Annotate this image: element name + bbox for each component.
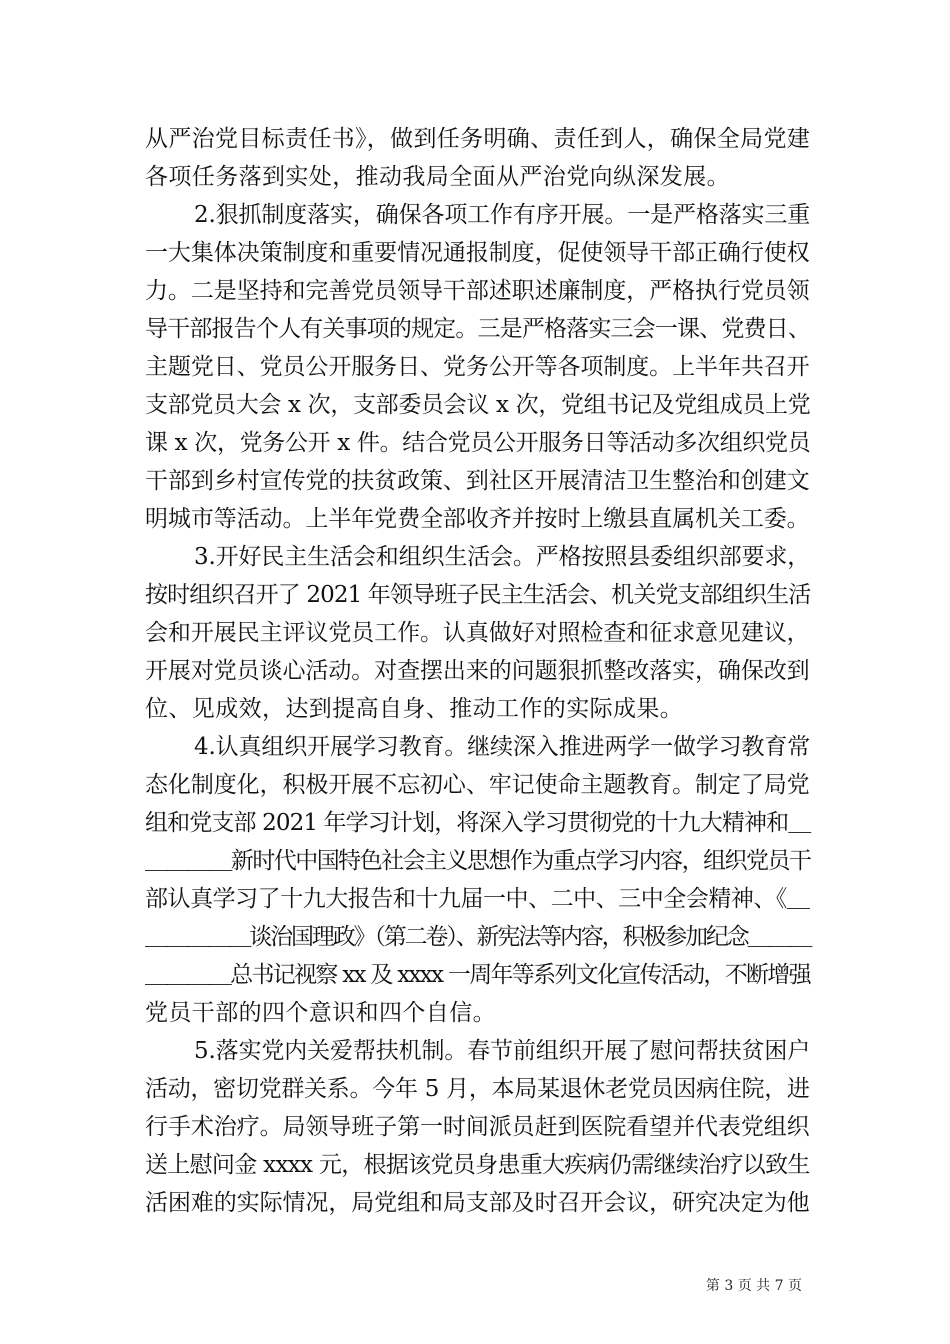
- body-line: 会和开展民主评议党员工作。认真做好对照检查和征求意见建议，: [145, 620, 810, 646]
- body-line: 行手术治疗。局领导班子第一时间派员赶到医院看望并代表党组织: [145, 1114, 810, 1140]
- paragraph-3-start: 3.开好民主生活会和组织生活会。严格按照县委组织部要求，: [194, 544, 811, 570]
- body-line: 各项任务落到实处，推动我局全面从严治党向纵深发展。: [145, 164, 730, 190]
- body-line: 部认真学习了十九大报告和十九届一中、二中、三中全会精神、《＿: [145, 886, 810, 912]
- body-line: 活困难的实际情况，局党组和局支部及时召开会议，研究决定为他: [145, 1190, 810, 1216]
- body-line: 干部到乡村宣传党的扶贫政策、到社区开展清洁卫生整治和创建文: [145, 468, 810, 494]
- body-line: 组和党支部 2021 年学习计划，将深入学习贯彻党的十九大精神和＿: [145, 810, 811, 836]
- body-line: 支部党员大会 x 次，支部委员会议 x 次，党组书记及党组成员上党: [145, 392, 811, 418]
- body-line: 开展对党员谈心活动。对查摆出来的问题狠抓整改落实，确保改到: [145, 658, 810, 684]
- body-line: 主题党日、党员公开服务日、党务公开等各项制度。上半年共召开: [145, 354, 810, 380]
- paragraph-5-start: 5.落实党内关爱帮扶机制。春节前组织开展了慰问帮扶贫困户: [194, 1038, 811, 1064]
- body-line: 从严治党目标责任书》，做到任务明确、责任到人，确保全局党建: [145, 126, 811, 152]
- body-line: 党员干部的四个意识和四个自信。: [145, 1000, 496, 1026]
- body-line: 导干部报告个人有关事项的规定。三是严格落实三会一课、党费日、: [145, 316, 811, 342]
- body-line: 按时组织召开了 2021 年领导班子民主生活会、机关党支部组织生活: [145, 582, 811, 608]
- body-line: ＿＿＿＿＿谈治国理政》（第二卷）、新宪法等内容，积极参加纪念＿＿＿: [145, 924, 811, 950]
- body-line: 态化制度化，积极开展不忘初心、牢记使命主题教育。制定了局党: [145, 772, 810, 798]
- page-number: 第 3 页 共 7 页: [705, 1278, 802, 1294]
- body-line: ＿＿＿＿新时代中国特色社会主义思想作为重点学习内容，组织党员干: [145, 848, 811, 874]
- paragraph-2-start: 2.狠抓制度落实，确保各项工作有序开展。一是严格落实三重: [194, 202, 811, 228]
- body-line: 一大集体决策制度和重要情况通报制度，促使领导干部正确行使权: [145, 240, 810, 266]
- body-line: 活动，密切党群关系。今年 5 月，本局某退休老党员因病住院，进: [145, 1076, 810, 1102]
- body-line: 位、见成效，达到提高自身、推动工作的实际成果。: [145, 696, 684, 722]
- body-line: 课 x 次，党务公开 x 件。结合党员公开服务日等活动多次组织党员: [145, 430, 811, 456]
- body-line: 送上慰问金 xxxx 元，根据该党员身患重大疾病仍需继续治疗以致生: [145, 1152, 810, 1178]
- body-line: 明城市等活动。上半年党费全部收齐并按时上缴县直属机关工委。: [145, 506, 810, 532]
- body-line: ＿＿＿＿总书记视察 xx 及 xxxx 一周年等系列文化宣传活动，不断增强: [145, 962, 810, 988]
- paragraph-4-start: 4.认真组织开展学习教育。继续深入推进两学一做学习教育常: [194, 734, 811, 760]
- body-line: 力。二是坚持和完善党员领导干部述职述廉制度，严格执行党员领: [145, 278, 810, 304]
